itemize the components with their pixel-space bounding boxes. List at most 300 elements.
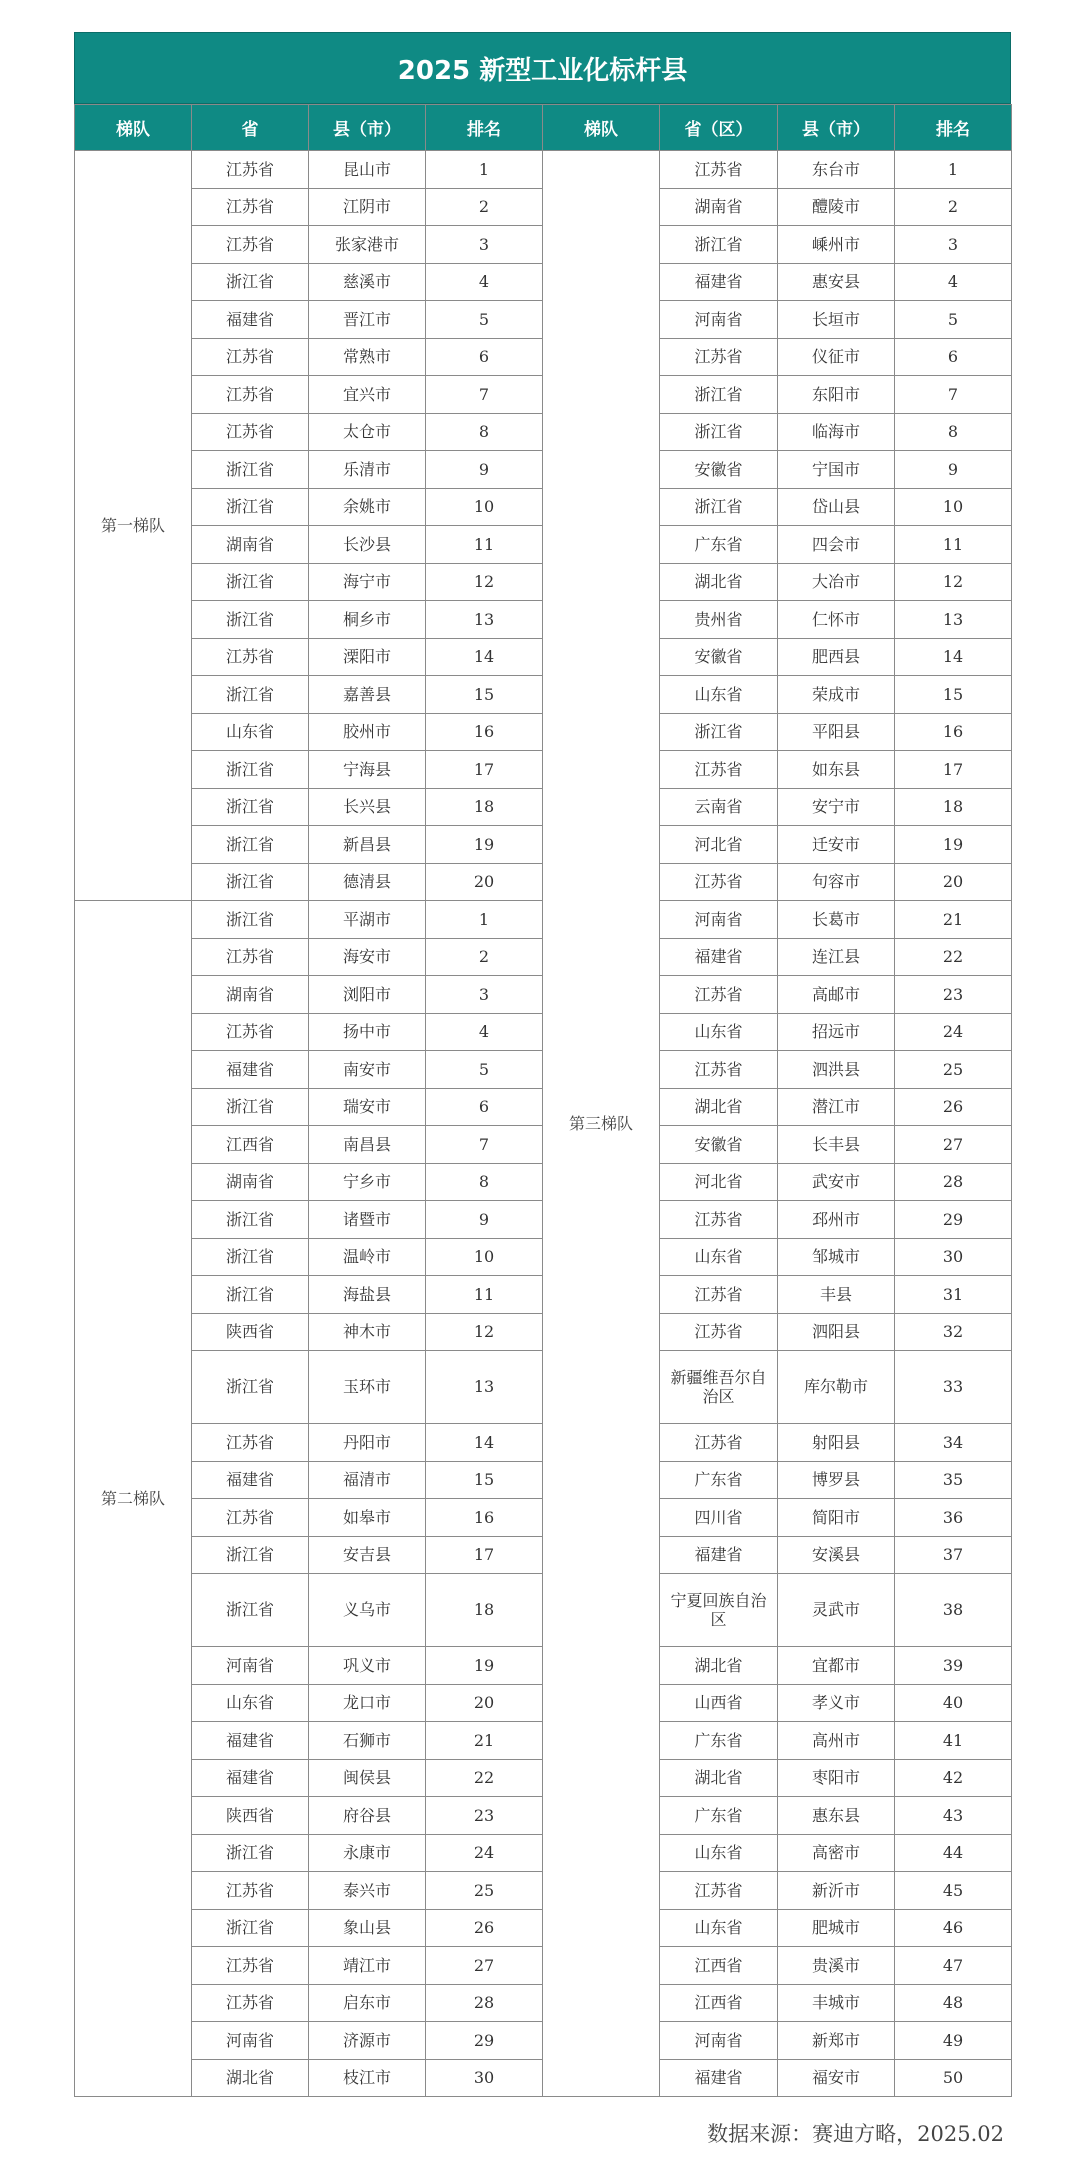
- province-cell: 福建省: [192, 1759, 309, 1797]
- rank-cell-right: 7: [895, 376, 1012, 414]
- rank-cell-right: 38: [895, 1574, 1012, 1647]
- province-cell: 湖北省: [192, 2059, 309, 2097]
- province-cell-right: 河南省: [660, 301, 778, 339]
- rank-cell-right: 1: [895, 151, 1012, 189]
- county-cell: 温岭市: [309, 1238, 426, 1276]
- county-cell-right: 肥城市: [778, 1909, 895, 1947]
- county-cell: 济源市: [309, 2022, 426, 2060]
- county-cell-right: 长葛市: [778, 901, 895, 939]
- header-rank: 排名: [426, 105, 543, 151]
- header-county: 县（市）: [309, 105, 426, 151]
- rank-cell-right: 9: [895, 451, 1012, 489]
- rank-cell: 2: [426, 938, 543, 976]
- rank-cell-right: 12: [895, 563, 1012, 601]
- rank-cell-right: 47: [895, 1947, 1012, 1985]
- county-cell: 常熟市: [309, 338, 426, 376]
- county-cell-right: 惠安县: [778, 263, 895, 301]
- province-cell: 江苏省: [192, 376, 309, 414]
- header-tier-right: 梯队: [543, 105, 660, 151]
- county-cell-right: 博罗县: [778, 1461, 895, 1499]
- county-cell: 靖江市: [309, 1947, 426, 1985]
- province-cell: 山东省: [192, 1684, 309, 1722]
- county-cell-right: 安溪县: [778, 1536, 895, 1574]
- province-cell: 陕西省: [192, 1313, 309, 1351]
- rank-cell-right: 17: [895, 751, 1012, 789]
- county-cell: 安吉县: [309, 1536, 426, 1574]
- rank-cell-right: 24: [895, 1013, 1012, 1051]
- province-cell: 浙江省: [192, 563, 309, 601]
- province-cell-right: 广东省: [660, 1722, 778, 1760]
- province-cell-right: 江苏省: [660, 863, 778, 901]
- county-cell: 扬中市: [309, 1013, 426, 1051]
- rank-cell-right: 49: [895, 2022, 1012, 2060]
- province-cell: 陕西省: [192, 1797, 309, 1835]
- county-cell: 神木市: [309, 1313, 426, 1351]
- county-cell-right: 长丰县: [778, 1126, 895, 1164]
- rank-cell-right: 39: [895, 1647, 1012, 1685]
- county-cell-right: 仁怀市: [778, 601, 895, 639]
- rank-cell-right: 8: [895, 413, 1012, 451]
- county-cell-right: 安宁市: [778, 788, 895, 826]
- rank-cell: 3: [426, 976, 543, 1014]
- header-rank-right: 排名: [895, 105, 1012, 151]
- rank-cell-right: 46: [895, 1909, 1012, 1947]
- province-cell: 浙江省: [192, 676, 309, 714]
- province-cell: 浙江省: [192, 1834, 309, 1872]
- rank-cell-right: 36: [895, 1499, 1012, 1537]
- province-cell: 江苏省: [192, 151, 309, 189]
- rank-cell-right: 28: [895, 1163, 1012, 1201]
- province-cell-right: 福建省: [660, 1536, 778, 1574]
- province-cell-right: 湖北省: [660, 1759, 778, 1797]
- province-cell-right: 新疆维吾尔自治区: [660, 1351, 778, 1424]
- rank-cell-right: 20: [895, 863, 1012, 901]
- rank-cell-right: 14: [895, 638, 1012, 676]
- province-cell-right: 宁夏回族自治区: [660, 1574, 778, 1647]
- header-county-right: 县（市）: [778, 105, 895, 151]
- rank-cell: 6: [426, 1088, 543, 1126]
- province-cell: 浙江省: [192, 826, 309, 864]
- county-cell-right: 库尔勒市: [778, 1351, 895, 1424]
- province-cell-right: 云南省: [660, 788, 778, 826]
- rank-cell: 8: [426, 1163, 543, 1201]
- province-cell: 江苏省: [192, 1424, 309, 1462]
- county-cell: 慈溪市: [309, 263, 426, 301]
- county-cell: 宁乡市: [309, 1163, 426, 1201]
- county-cell-right: 如东县: [778, 751, 895, 789]
- rank-cell-right: 18: [895, 788, 1012, 826]
- rank-cell: 4: [426, 263, 543, 301]
- county-cell: 乐清市: [309, 451, 426, 489]
- rank-cell-right: 16: [895, 713, 1012, 751]
- province-cell: 浙江省: [192, 488, 309, 526]
- county-cell-right: 贵溪市: [778, 1947, 895, 1985]
- province-cell-right: 福建省: [660, 2059, 778, 2097]
- rank-cell: 19: [426, 826, 543, 864]
- county-cell-right: 丰城市: [778, 1984, 895, 2022]
- rank-cell: 11: [426, 1276, 543, 1314]
- table-row: [75, 151, 1012, 189]
- province-cell: 江苏省: [192, 638, 309, 676]
- province-cell: 湖南省: [192, 526, 309, 564]
- province-cell: 河南省: [192, 2022, 309, 2060]
- province-cell: 河南省: [192, 1647, 309, 1685]
- rank-cell-right: 22: [895, 938, 1012, 976]
- province-cell: 福建省: [192, 1461, 309, 1499]
- table-body: [75, 151, 1012, 2097]
- rank-cell-right: 42: [895, 1759, 1012, 1797]
- province-cell: 浙江省: [192, 1351, 309, 1424]
- province-cell-right: 浙江省: [660, 376, 778, 414]
- county-cell: 张家港市: [309, 226, 426, 264]
- header-province-right: 省（区）: [660, 105, 778, 151]
- county-cell-right: 福安市: [778, 2059, 895, 2097]
- rank-cell-right: 2: [895, 188, 1012, 226]
- rank-cell-right: 29: [895, 1201, 1012, 1239]
- county-cell-right: 迁安市: [778, 826, 895, 864]
- county-cell: 府谷县: [309, 1797, 426, 1835]
- county-cell-right: 平阳县: [778, 713, 895, 751]
- province-cell-right: 江苏省: [660, 1872, 778, 1910]
- province-cell: 福建省: [192, 1722, 309, 1760]
- rank-cell: 30: [426, 2059, 543, 2097]
- province-cell: 浙江省: [192, 451, 309, 489]
- rank-cell: 16: [426, 713, 543, 751]
- county-cell: 义乌市: [309, 1574, 426, 1647]
- county-cell: 诸暨市: [309, 1201, 426, 1239]
- county-cell: 启东市: [309, 1984, 426, 2022]
- rank-cell: 1: [426, 151, 543, 189]
- rank-cell: 5: [426, 1051, 543, 1089]
- table-title: 2025 新型工业化标杆县: [74, 32, 1011, 104]
- province-cell-right: 山东省: [660, 676, 778, 714]
- province-cell-right: 山东省: [660, 1013, 778, 1051]
- county-cell-right: 枣阳市: [778, 1759, 895, 1797]
- province-cell-right: 江苏省: [660, 1051, 778, 1089]
- county-cell: 永康市: [309, 1834, 426, 1872]
- county-cell-right: 新郑市: [778, 2022, 895, 2060]
- province-cell: 浙江省: [192, 1909, 309, 1947]
- rank-cell: 18: [426, 788, 543, 826]
- county-cell: 嘉善县: [309, 676, 426, 714]
- province-cell: 浙江省: [192, 1201, 309, 1239]
- province-cell: 江苏省: [192, 1947, 309, 1985]
- rank-cell-right: 35: [895, 1461, 1012, 1499]
- province-cell-right: 山东省: [660, 1909, 778, 1947]
- province-cell-right: 山东省: [660, 1834, 778, 1872]
- province-cell-right: 广东省: [660, 1797, 778, 1835]
- province-cell: 湖南省: [192, 976, 309, 1014]
- rank-cell: 21: [426, 1722, 543, 1760]
- rank-cell-right: 44: [895, 1834, 1012, 1872]
- county-cell: 海盐县: [309, 1276, 426, 1314]
- province-cell-right: 广东省: [660, 1461, 778, 1499]
- province-cell: 江苏省: [192, 338, 309, 376]
- rank-cell: 1: [426, 901, 543, 939]
- province-cell: 浙江省: [192, 601, 309, 639]
- rank-cell: 17: [426, 1536, 543, 1574]
- county-cell: 余姚市: [309, 488, 426, 526]
- rank-cell: 24: [426, 1834, 543, 1872]
- province-cell-right: 江苏省: [660, 338, 778, 376]
- rank-cell: 27: [426, 1947, 543, 1985]
- province-cell: 江苏省: [192, 938, 309, 976]
- county-cell-right: 孝义市: [778, 1684, 895, 1722]
- header-row: [75, 105, 1012, 151]
- province-cell-right: 山东省: [660, 1238, 778, 1276]
- rank-cell: 22: [426, 1759, 543, 1797]
- county-cell: 枝江市: [309, 2059, 426, 2097]
- county-cell: 如皋市: [309, 1499, 426, 1537]
- province-cell: 浙江省: [192, 1536, 309, 1574]
- county-cell: 石狮市: [309, 1722, 426, 1760]
- rank-cell: 4: [426, 1013, 543, 1051]
- county-cell: 福清市: [309, 1461, 426, 1499]
- county-cell: 浏阳市: [309, 976, 426, 1014]
- rank-cell-right: 13: [895, 601, 1012, 639]
- rank-cell: 2: [426, 188, 543, 226]
- county-cell-right: 连江县: [778, 938, 895, 976]
- tier-second-cell: 第二梯队: [75, 901, 192, 2097]
- county-cell: 长沙县: [309, 526, 426, 564]
- county-cell-right: 泗洪县: [778, 1051, 895, 1089]
- county-cell-right: 肥西县: [778, 638, 895, 676]
- province-cell-right: 浙江省: [660, 488, 778, 526]
- province-cell-right: 江西省: [660, 1947, 778, 1985]
- province-cell-right: 山西省: [660, 1684, 778, 1722]
- rank-cell-right: 50: [895, 2059, 1012, 2097]
- province-cell: 江苏省: [192, 1499, 309, 1537]
- rank-cell-right: 48: [895, 1984, 1012, 2022]
- county-cell-right: 简阳市: [778, 1499, 895, 1537]
- province-cell: 浙江省: [192, 1088, 309, 1126]
- rank-cell: 13: [426, 601, 543, 639]
- county-cell-right: 招远市: [778, 1013, 895, 1051]
- province-cell-right: 江苏省: [660, 1424, 778, 1462]
- county-cell-right: 丰县: [778, 1276, 895, 1314]
- rank-cell: 8: [426, 413, 543, 451]
- county-cell: 晋江市: [309, 301, 426, 339]
- rank-cell-right: 11: [895, 526, 1012, 564]
- county-cell-right: 武安市: [778, 1163, 895, 1201]
- province-cell: 浙江省: [192, 1276, 309, 1314]
- rank-cell: 9: [426, 451, 543, 489]
- rank-cell-right: 34: [895, 1424, 1012, 1462]
- province-cell-right: 广东省: [660, 526, 778, 564]
- ranking-table: [74, 104, 1012, 2097]
- county-cell: 胶州市: [309, 713, 426, 751]
- rank-cell-right: 27: [895, 1126, 1012, 1164]
- province-cell: 福建省: [192, 1051, 309, 1089]
- province-cell-right: 湖南省: [660, 188, 778, 226]
- county-cell: 丹阳市: [309, 1424, 426, 1462]
- county-cell: 昆山市: [309, 151, 426, 189]
- county-cell: 海安市: [309, 938, 426, 976]
- county-cell-right: 潜江市: [778, 1088, 895, 1126]
- rank-cell-right: 31: [895, 1276, 1012, 1314]
- county-cell-right: 东阳市: [778, 376, 895, 414]
- rank-cell-right: 30: [895, 1238, 1012, 1276]
- county-cell-right: 灵武市: [778, 1574, 895, 1647]
- county-cell-right: 荣成市: [778, 676, 895, 714]
- county-cell-right: 高邮市: [778, 976, 895, 1014]
- province-cell: 福建省: [192, 301, 309, 339]
- county-cell-right: 大冶市: [778, 563, 895, 601]
- rank-cell: 14: [426, 638, 543, 676]
- county-cell-right: 高州市: [778, 1722, 895, 1760]
- province-cell-right: 福建省: [660, 938, 778, 976]
- county-cell-right: 嵊州市: [778, 226, 895, 264]
- rank-cell-right: 6: [895, 338, 1012, 376]
- province-cell-right: 河北省: [660, 826, 778, 864]
- rank-cell-right: 21: [895, 901, 1012, 939]
- county-cell-right: 醴陵市: [778, 188, 895, 226]
- county-cell-right: 邹城市: [778, 1238, 895, 1276]
- county-cell: 瑞安市: [309, 1088, 426, 1126]
- province-cell-right: 河北省: [660, 1163, 778, 1201]
- province-cell-right: 江苏省: [660, 751, 778, 789]
- rank-cell: 23: [426, 1797, 543, 1835]
- rank-cell-right: 23: [895, 976, 1012, 1014]
- county-cell: 泰兴市: [309, 1872, 426, 1910]
- county-cell-right: 长垣市: [778, 301, 895, 339]
- county-cell-right: 宁国市: [778, 451, 895, 489]
- province-cell: 江苏省: [192, 413, 309, 451]
- province-cell-right: 江苏省: [660, 1313, 778, 1351]
- county-cell: 宁海县: [309, 751, 426, 789]
- rank-cell-right: 19: [895, 826, 1012, 864]
- rank-cell-right: 32: [895, 1313, 1012, 1351]
- province-cell: 浙江省: [192, 1574, 309, 1647]
- rank-cell-right: 3: [895, 226, 1012, 264]
- county-cell: 南安市: [309, 1051, 426, 1089]
- province-cell-right: 浙江省: [660, 226, 778, 264]
- rank-cell-right: 45: [895, 1872, 1012, 1910]
- rank-cell: 11: [426, 526, 543, 564]
- rank-cell-right: 43: [895, 1797, 1012, 1835]
- rank-cell: 19: [426, 1647, 543, 1685]
- province-cell-right: 浙江省: [660, 413, 778, 451]
- province-cell-right: 福建省: [660, 263, 778, 301]
- rank-cell: 9: [426, 1201, 543, 1239]
- province-cell: 江苏省: [192, 1013, 309, 1051]
- county-cell: 德清县: [309, 863, 426, 901]
- county-cell-right: 新沂市: [778, 1872, 895, 1910]
- rank-cell-right: 41: [895, 1722, 1012, 1760]
- county-cell: 巩义市: [309, 1647, 426, 1685]
- province-cell-right: 湖北省: [660, 563, 778, 601]
- county-cell: 溧阳市: [309, 638, 426, 676]
- rank-cell-right: 26: [895, 1088, 1012, 1126]
- province-cell: 浙江省: [192, 788, 309, 826]
- province-cell: 浙江省: [192, 263, 309, 301]
- rank-cell: 16: [426, 1499, 543, 1537]
- county-cell-right: 临海市: [778, 413, 895, 451]
- rank-cell: 26: [426, 1909, 543, 1947]
- rank-cell-right: 15: [895, 676, 1012, 714]
- rank-cell: 28: [426, 1984, 543, 2022]
- rank-cell: 20: [426, 1684, 543, 1722]
- county-cell: 海宁市: [309, 563, 426, 601]
- rank-cell-right: 37: [895, 1536, 1012, 1574]
- rank-cell: 20: [426, 863, 543, 901]
- county-cell: 桐乡市: [309, 601, 426, 639]
- county-cell: 闽侯县: [309, 1759, 426, 1797]
- rank-cell: 17: [426, 751, 543, 789]
- rank-cell-right: 5: [895, 301, 1012, 339]
- province-cell: 江苏省: [192, 226, 309, 264]
- province-cell-right: 河南省: [660, 901, 778, 939]
- province-cell-right: 安徽省: [660, 638, 778, 676]
- rank-cell-right: 4: [895, 263, 1012, 301]
- tier-third-cell: 第三梯队: [543, 151, 660, 2097]
- province-cell: 江苏省: [192, 188, 309, 226]
- rank-cell: 7: [426, 1126, 543, 1164]
- rank-cell-right: 10: [895, 488, 1012, 526]
- county-cell: 平湖市: [309, 901, 426, 939]
- ranking-table-container: [74, 32, 1011, 2097]
- county-cell-right: 高密市: [778, 1834, 895, 1872]
- province-cell: 湖南省: [192, 1163, 309, 1201]
- county-cell-right: 岱山县: [778, 488, 895, 526]
- tier-first-cell: 第一梯队: [75, 151, 192, 901]
- rank-cell: 3: [426, 226, 543, 264]
- county-cell-right: 射阳县: [778, 1424, 895, 1462]
- province-cell: 江苏省: [192, 1984, 309, 2022]
- province-cell-right: 江西省: [660, 1984, 778, 2022]
- rank-cell-right: 40: [895, 1684, 1012, 1722]
- county-cell: 宜兴市: [309, 376, 426, 414]
- province-cell-right: 江苏省: [660, 151, 778, 189]
- rank-cell-right: 25: [895, 1051, 1012, 1089]
- province-cell-right: 河南省: [660, 2022, 778, 2060]
- county-cell-right: 泗阳县: [778, 1313, 895, 1351]
- rank-cell: 7: [426, 376, 543, 414]
- county-cell-right: 宜都市: [778, 1647, 895, 1685]
- county-cell: 江阴市: [309, 188, 426, 226]
- province-cell: 江西省: [192, 1126, 309, 1164]
- rank-cell: 12: [426, 1313, 543, 1351]
- county-cell: 玉环市: [309, 1351, 426, 1424]
- data-source-note: 数据来源：赛迪方略，2025.02: [707, 2122, 1004, 2146]
- province-cell: 浙江省: [192, 901, 309, 939]
- county-cell-right: 东台市: [778, 151, 895, 189]
- province-cell: 浙江省: [192, 863, 309, 901]
- province-cell-right: 江苏省: [660, 976, 778, 1014]
- county-cell-right: 惠东县: [778, 1797, 895, 1835]
- county-cell: 象山县: [309, 1909, 426, 1947]
- rank-cell-right: 33: [895, 1351, 1012, 1424]
- rank-cell: 5: [426, 301, 543, 339]
- province-cell: 浙江省: [192, 751, 309, 789]
- county-cell: 南昌县: [309, 1126, 426, 1164]
- rank-cell: 10: [426, 488, 543, 526]
- rank-cell: 12: [426, 563, 543, 601]
- county-cell: 龙口市: [309, 1684, 426, 1722]
- header-tier: 梯队: [75, 105, 192, 151]
- county-cell-right: 四会市: [778, 526, 895, 564]
- county-cell-right: 仪征市: [778, 338, 895, 376]
- rank-cell: 13: [426, 1351, 543, 1424]
- province-cell-right: 浙江省: [660, 713, 778, 751]
- rank-cell: 25: [426, 1872, 543, 1910]
- county-cell-right: 句容市: [778, 863, 895, 901]
- header-province: 省: [192, 105, 309, 151]
- rank-cell: 6: [426, 338, 543, 376]
- province-cell: 浙江省: [192, 1238, 309, 1276]
- province-cell-right: 安徽省: [660, 451, 778, 489]
- province-cell: 山东省: [192, 713, 309, 751]
